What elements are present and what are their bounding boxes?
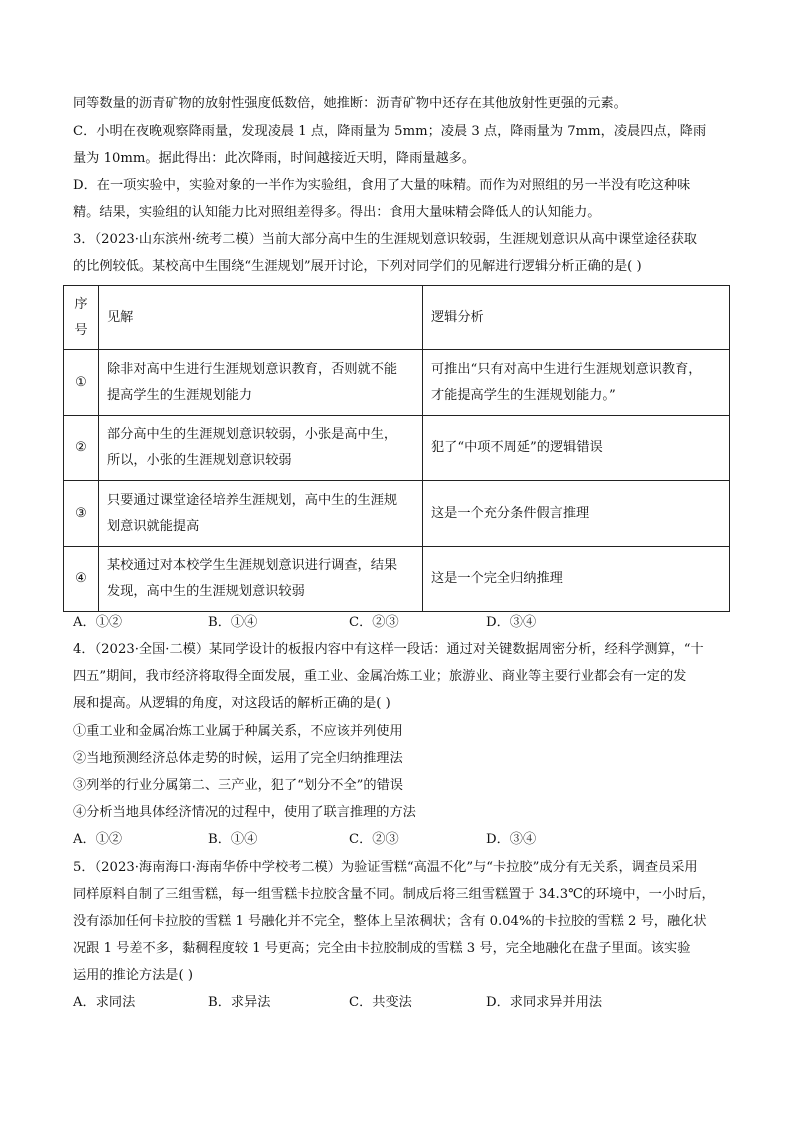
header-number-cell <box>64 286 99 350</box>
row-view-line: 部分高中生的生涯规划意识较弱，小张是高中生， <box>107 427 398 442</box>
question-5-stem-2: 同样原料自制了三组雪糕，每一组雪糕卡拉胶含量不同。制成后将三组雪糕置于 34.3℃的环境中，一小时后， <box>73 887 715 902</box>
row-view-line: 提高学生的生涯规划能力 <box>107 387 253 403</box>
question-4-statement-3: ③列举的行业分属第二、三产业，犯了“划分不全”的错误 <box>73 778 403 793</box>
header-number-line-1: 序 <box>74 296 88 312</box>
text-line: 同等数量的沥青矿物的放射性强度低数倍，她推断：沥青矿物中还存在其他放射性更强的元素。 <box>73 96 627 111</box>
question-4-stem-2: 四五”期间，我市经济将取得全面发展，重工业、金属冶炼工业；旅游业、商业等主要行业都会有一定的发 <box>73 669 687 684</box>
option-c-line-1: C．小明在夜晚观察降雨量，发现凌晨 1 点，降雨量为 5mm；凌晨 3 点，降雨量为 7mm，凌晨四点，降雨 <box>73 124 707 139</box>
row-analysis-line: 可推出“只有对高中生进行生涯规划意识教育， <box>431 361 702 377</box>
row-number: ② <box>64 416 99 481</box>
row-view-line: 划意识就能提高 <box>107 518 200 534</box>
row-number: ④ <box>64 547 99 612</box>
option-c[interactable]: C．②③ <box>349 832 399 847</box>
option-b[interactable]: B．①④ <box>208 615 258 630</box>
table-row <box>64 350 730 416</box>
question-3-stem-2: 的比例较低。某校高中生围绕“生涯规划”展开讨论，下列对同学们的见解进行逻辑分析正确的是( ) <box>73 259 642 274</box>
question-4-stem-1: 4．（2023·全国·二模）某同学设计的板报内容中有这样一段话：通过对关键数据周密分析，经科学测算，“十 <box>73 642 704 657</box>
option-d-line-1: D．在一项实验中，实验对象的一半作为实验组，食用了大量的味精。而作为对照组的另一半没有吃这种味 <box>73 178 691 193</box>
row-number: ③ <box>64 481 99 547</box>
option-d[interactable]: D．③④ <box>486 615 537 630</box>
option-b[interactable]: B．求异法 <box>208 995 271 1010</box>
row-view <box>99 481 423 547</box>
row-analysis-line: 才能提高学生的生涯规划能力。” <box>431 387 616 403</box>
option-a[interactable]: A．求同法 <box>73 995 136 1010</box>
question-5-stem-3: 没有添加任何卡拉胶的雪糕 1 号融化并不完全，整体上呈浓稠状；含有 0.04%的卡拉胶的雪糕 2 号，融化状 <box>73 914 707 929</box>
question-4-statement-1: ①重工业和金属冶炼工业属于种属关系，不应该并列使用 <box>73 724 403 739</box>
question-5-stem-5: 运用的推论方法是( ) <box>73 968 193 983</box>
question-4-stem-3: 展和提高。从逻辑的角度，对这段话的解析正确的是( ) <box>73 696 391 711</box>
header-number-line-2: 号 <box>74 322 88 338</box>
table-row <box>64 481 730 547</box>
row-view-line: 除非对高中生进行生涯规划意识教育，否则就不能 <box>107 361 398 377</box>
option-c[interactable]: C．②③ <box>349 615 399 630</box>
row-view-line: 某校通过对本校学生生涯规划意识进行调查，结果 <box>107 558 398 573</box>
option-d-line-2: 精。结果，实验组的认知能力比对照组差得多。得出：食用大量味精会降低人的认知能力。 <box>73 205 601 220</box>
question-4-options <box>73 831 733 849</box>
row-view-line: 所以，小张的生涯规划意识较弱 <box>107 453 292 468</box>
option-d[interactable]: D．求同求异并用法 <box>486 995 603 1010</box>
option-d[interactable]: D．③④ <box>486 832 537 847</box>
row-view-line: 只要通过课堂途径培养生涯规划，高中生的生涯规 <box>107 492 398 508</box>
option-a[interactable]: A．①② <box>73 615 123 630</box>
row-view-line: 发现，高中生的生涯规划意识较弱 <box>107 584 305 599</box>
row-analysis <box>423 350 730 416</box>
row-analysis: 这是一个充分条件假言推理 <box>423 481 730 547</box>
row-view <box>99 350 423 416</box>
question-4-statement-4: ④分析当地具体经济情况的过程中，使用了联言推理的方法 <box>73 805 416 820</box>
row-number: ① <box>64 350 99 416</box>
option-b[interactable]: B．①④ <box>208 832 258 847</box>
header-view-cell: 见解 <box>99 286 423 350</box>
table-header-row <box>64 286 730 350</box>
table-row <box>64 547 730 612</box>
option-c-line-2: 量为 10mm。据此得出：此次降雨，时间越接近天明，降雨量越多。 <box>73 151 476 166</box>
row-analysis: 犯了“中项不周延”的逻辑错误 <box>423 416 730 481</box>
table-row <box>64 416 730 481</box>
question-4-statement-2: ②当地预测经济总体走势的时候，运用了完全归纳推理法 <box>73 751 403 766</box>
question-5-stem-4: 况跟 1 号差不多，黏稠程度较 1 号更高；完全由卡拉胶制成的雪糕 3 号，完全地融化在盘子里面。该实验 <box>73 941 691 956</box>
header-analysis-cell: 逻辑分析 <box>423 286 730 350</box>
option-a[interactable]: A．①② <box>73 832 123 847</box>
option-c[interactable]: C．共变法 <box>349 995 412 1010</box>
question-5-stem-1: 5．（2023·海南海口·海南华侨中学校考二模）为验证雪糕“高温不化”与“卡拉胶”成分有无关系，调查员采用 <box>73 860 698 875</box>
row-view <box>99 416 423 481</box>
question-3-table <box>63 285 730 612</box>
question-5-options <box>73 994 733 1012</box>
row-view <box>99 547 423 612</box>
row-analysis: 这是一个完全归纳推理 <box>423 547 730 612</box>
question-3-stem-1: 3．（2023·山东滨州·统考二模）当前大部分高中生的生涯规划意识较弱，生涯规划意识从高中课堂途径获取 <box>73 232 697 247</box>
question-3-options <box>73 614 733 632</box>
